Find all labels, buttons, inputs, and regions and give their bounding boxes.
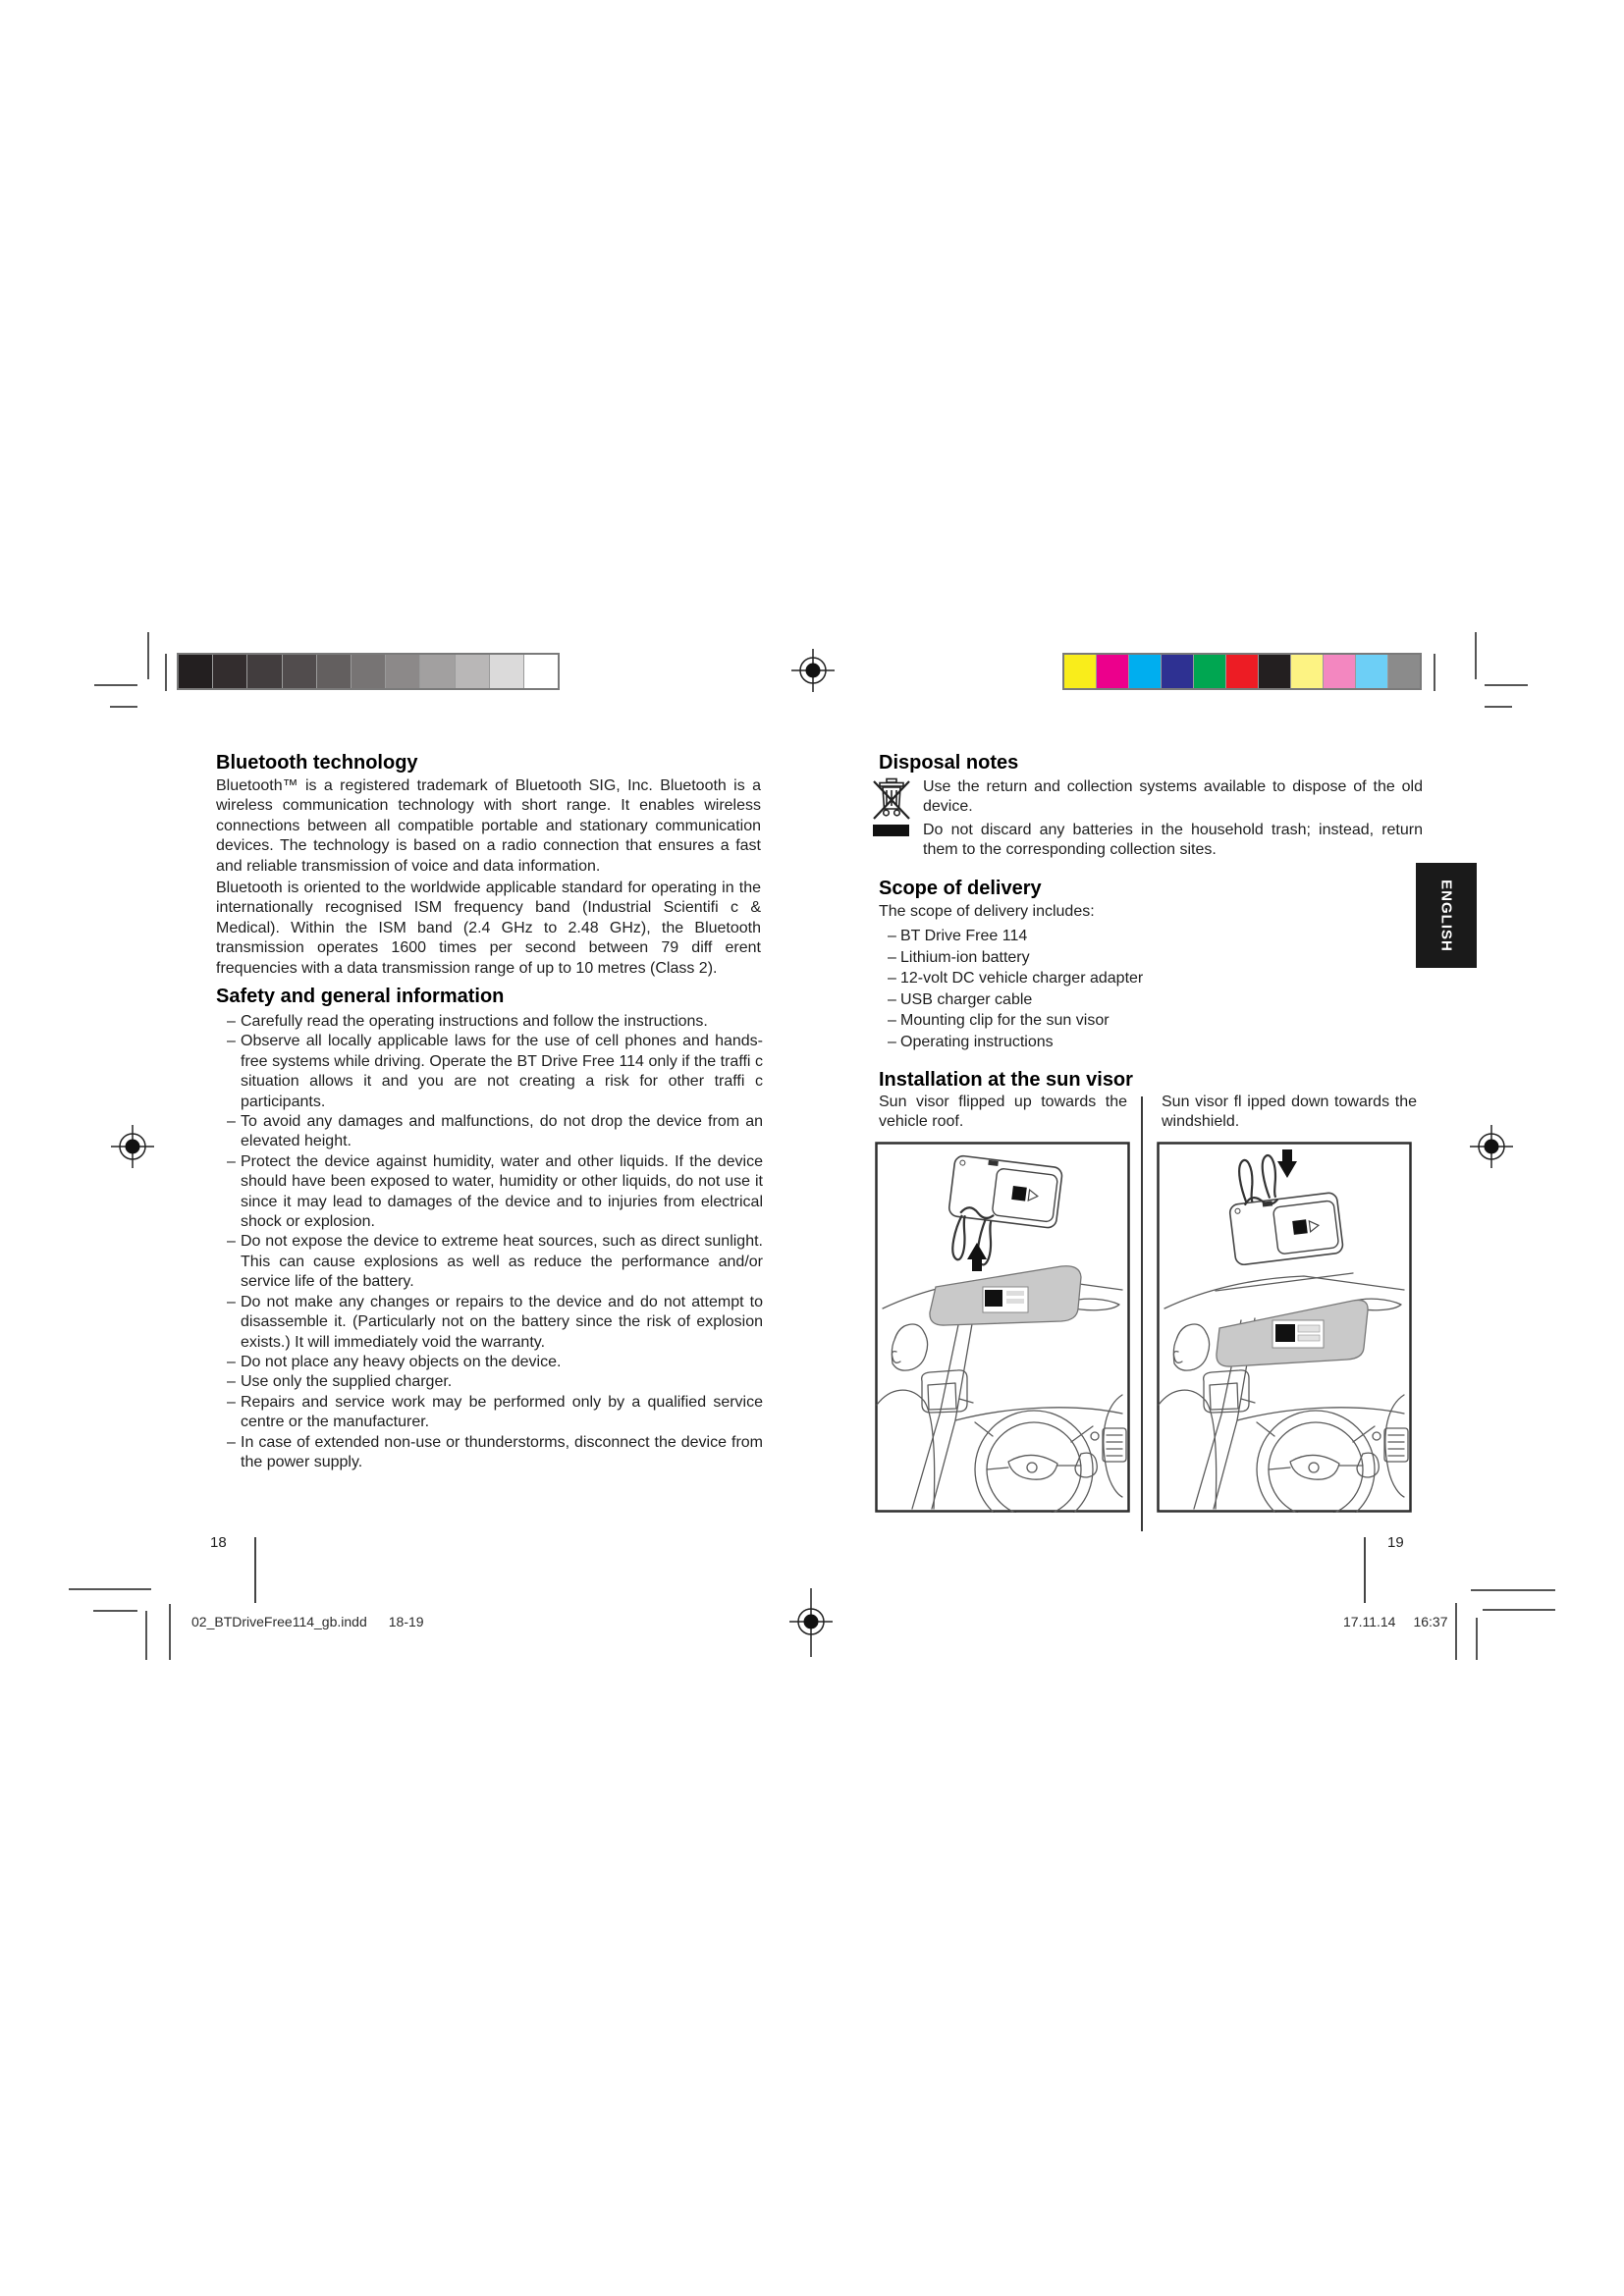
- color-swatch: [179, 655, 213, 688]
- crop-mark: [145, 1611, 147, 1660]
- crop-mark: [147, 632, 149, 679]
- color-swatch: [420, 655, 455, 688]
- installation-caption-right: Sun visor fl ipped down towards the windshield.: [1162, 1094, 1417, 1131]
- disposal-notes-heading: Disposal notes: [879, 752, 1019, 774]
- list-item: – Repairs and service work may be performed only by a qualified service centre or the manufacturer.: [216, 1393, 763, 1433]
- crop-mark: [1485, 684, 1528, 686]
- registration-mark-right: [1470, 1125, 1513, 1168]
- safety-heading: Safety and general information: [216, 986, 505, 1007]
- color-swatch: [1226, 655, 1259, 688]
- installation-heading: Installation at the sun visor: [879, 1069, 1133, 1091]
- disposal-item-device: Use the return and collection systems available to dispose of the old device.: [923, 778, 1423, 816]
- footer-date: 17.11.14: [1343, 1614, 1396, 1629]
- list-item: – Carefully read the operating instructions and follow the instructions.: [216, 1012, 763, 1032]
- list-item: – Use only the supplied charger.: [216, 1372, 763, 1392]
- safety-bullet-list: [216, 1012, 763, 1472]
- crop-mark: [1471, 1589, 1555, 1591]
- list-item: – BT Drive Free 114: [879, 927, 1330, 946]
- crop-mark: [1455, 1603, 1457, 1660]
- crop-mark: [169, 1604, 171, 1660]
- list-item: – Lithium-ion battery: [879, 948, 1330, 968]
- illustration-visor-up: [875, 1142, 1130, 1513]
- list-item: – Observe all locally applicable laws for the use of cell phones and hands-free systems while driving. Operate the BT Drive Free 114 only if the traffi c situation allows it and you are not creating a risk for other traffi c participants.: [216, 1032, 763, 1112]
- color-swatch: [456, 655, 490, 688]
- crop-mark: [1485, 706, 1512, 708]
- registration-mark-bottom: [789, 1588, 833, 1657]
- list-item: – 12-volt DC vehicle charger adapter: [879, 969, 1330, 988]
- color-swatch: [1194, 655, 1226, 688]
- color-swatch: [247, 655, 282, 688]
- color-swatch: [1356, 655, 1388, 688]
- footer-timestamp-line: [1343, 1614, 1448, 1629]
- crop-mark: [1476, 1618, 1478, 1660]
- list-item: – Do not make any changes or repairs to the device and do not attempt to disassemble it. (Particularly not on the battery since the risk of explosion exists.) It will immediately void the warranty.: [216, 1293, 763, 1353]
- crop-mark: [93, 1610, 137, 1612]
- color-swatch: [213, 655, 247, 688]
- page-number-divider-left: [254, 1537, 256, 1603]
- battery-disposal-bar-icon: [873, 825, 909, 836]
- scope-intro: The scope of delivery includes:: [879, 903, 1095, 920]
- page-number-divider-right: [1364, 1537, 1366, 1603]
- registration-mark-top: [791, 649, 835, 692]
- crop-mark: [1434, 654, 1435, 691]
- bluetooth-paragraph-1: Bluetooth™ is a registered trademark of Bluetooth SIG, Inc. Bluetooth is a wireless communication technology with short range. It enables wireless connections between all compatible portable and stationary communication devices. The technology is based on a radio connection that ensures a fast and reliable transmission of voice and data information.: [216, 777, 761, 875]
- disposal-item-battery: Do not discard any batteries in the household trash; instead, return them to the corresponding collection sites.: [923, 822, 1423, 859]
- list-item: – Operating instructions: [879, 1033, 1330, 1052]
- illustration-visor-down: [1157, 1142, 1412, 1513]
- crop-mark: [94, 684, 137, 686]
- color-swatch: [1291, 655, 1324, 688]
- installation-column-divider: [1141, 1096, 1143, 1531]
- color-swatch: [352, 655, 386, 688]
- color-swatch: [386, 655, 420, 688]
- bluetooth-paragraph-2: Bluetooth is oriented to the worldwide applicable standard for operating in the internationally recognised ISM frequency band (Industrial Scientifi c & Medical). Within the ISM band (2.4 GHz to 2.48 GHz), the Bluetooth transmission operates 1600 times per second between 79 diff erent frequencies with a data transmission range of up to 10 metres (Class 2).: [216, 880, 761, 977]
- footer-time: 16:37: [1413, 1614, 1448, 1629]
- weee-bin-icon: [873, 777, 910, 828]
- crop-mark: [1483, 1609, 1555, 1611]
- grayscale-calibration-bar: [177, 653, 560, 690]
- color-swatch: [1129, 655, 1162, 688]
- color-swatch: [1324, 655, 1356, 688]
- color-swatch: [1097, 655, 1129, 688]
- language-tab-label: ENGLISH: [1437, 879, 1455, 952]
- crop-mark: [165, 654, 167, 691]
- color-swatch: [1162, 655, 1194, 688]
- footer-pages: 18-19: [388, 1614, 424, 1629]
- list-item: – In case of extended non-use or thunderstorms, disconnect the device from the power supply.: [216, 1433, 763, 1473]
- list-item: – To avoid any damages and malfunctions, do not drop the device from an elevated height.: [216, 1112, 763, 1152]
- color-swatch: [524, 655, 558, 688]
- crop-mark: [110, 706, 137, 708]
- scope-of-delivery-heading: Scope of delivery: [879, 878, 1042, 899]
- bluetooth-technology-heading: Bluetooth technology: [216, 752, 418, 774]
- footer-filename-line: [191, 1614, 424, 1629]
- color-swatch: [317, 655, 352, 688]
- scope-list: [879, 927, 1330, 1053]
- page-number-right: 19: [1387, 1534, 1404, 1551]
- color-calibration-bar: [1062, 653, 1422, 690]
- footer-filename: 02_BTDriveFree114_gb.indd: [191, 1614, 367, 1629]
- registration-mark-left: [111, 1125, 154, 1168]
- color-swatch: [283, 655, 317, 688]
- crop-mark: [1475, 632, 1477, 679]
- list-item: – Do not place any heavy objects on the device.: [216, 1353, 763, 1372]
- list-item: – Protect the device against humidity, water and other liquids. If the device should have been exposed to water, humidity or other liquids, do not use it since it may lead to damages of the device and to injuries from electrical shock or explosion.: [216, 1152, 763, 1233]
- list-item: – Mounting clip for the sun visor: [879, 1011, 1330, 1031]
- list-item: – Do not expose the device to extreme heat sources, such as direct sunlight. This can cause explosions as well as reduce the performance and/or service life of the battery.: [216, 1232, 763, 1292]
- color-swatch: [1259, 655, 1291, 688]
- color-swatch: [1388, 655, 1420, 688]
- crop-mark: [69, 1588, 151, 1590]
- language-tab-english: [1416, 863, 1477, 968]
- color-swatch: [1064, 655, 1097, 688]
- page-number-left: 18: [210, 1534, 227, 1551]
- installation-caption-left: Sun visor flipped up towards the vehicle roof.: [879, 1094, 1127, 1131]
- color-swatch: [490, 655, 524, 688]
- list-item: – USB charger cable: [879, 990, 1330, 1010]
